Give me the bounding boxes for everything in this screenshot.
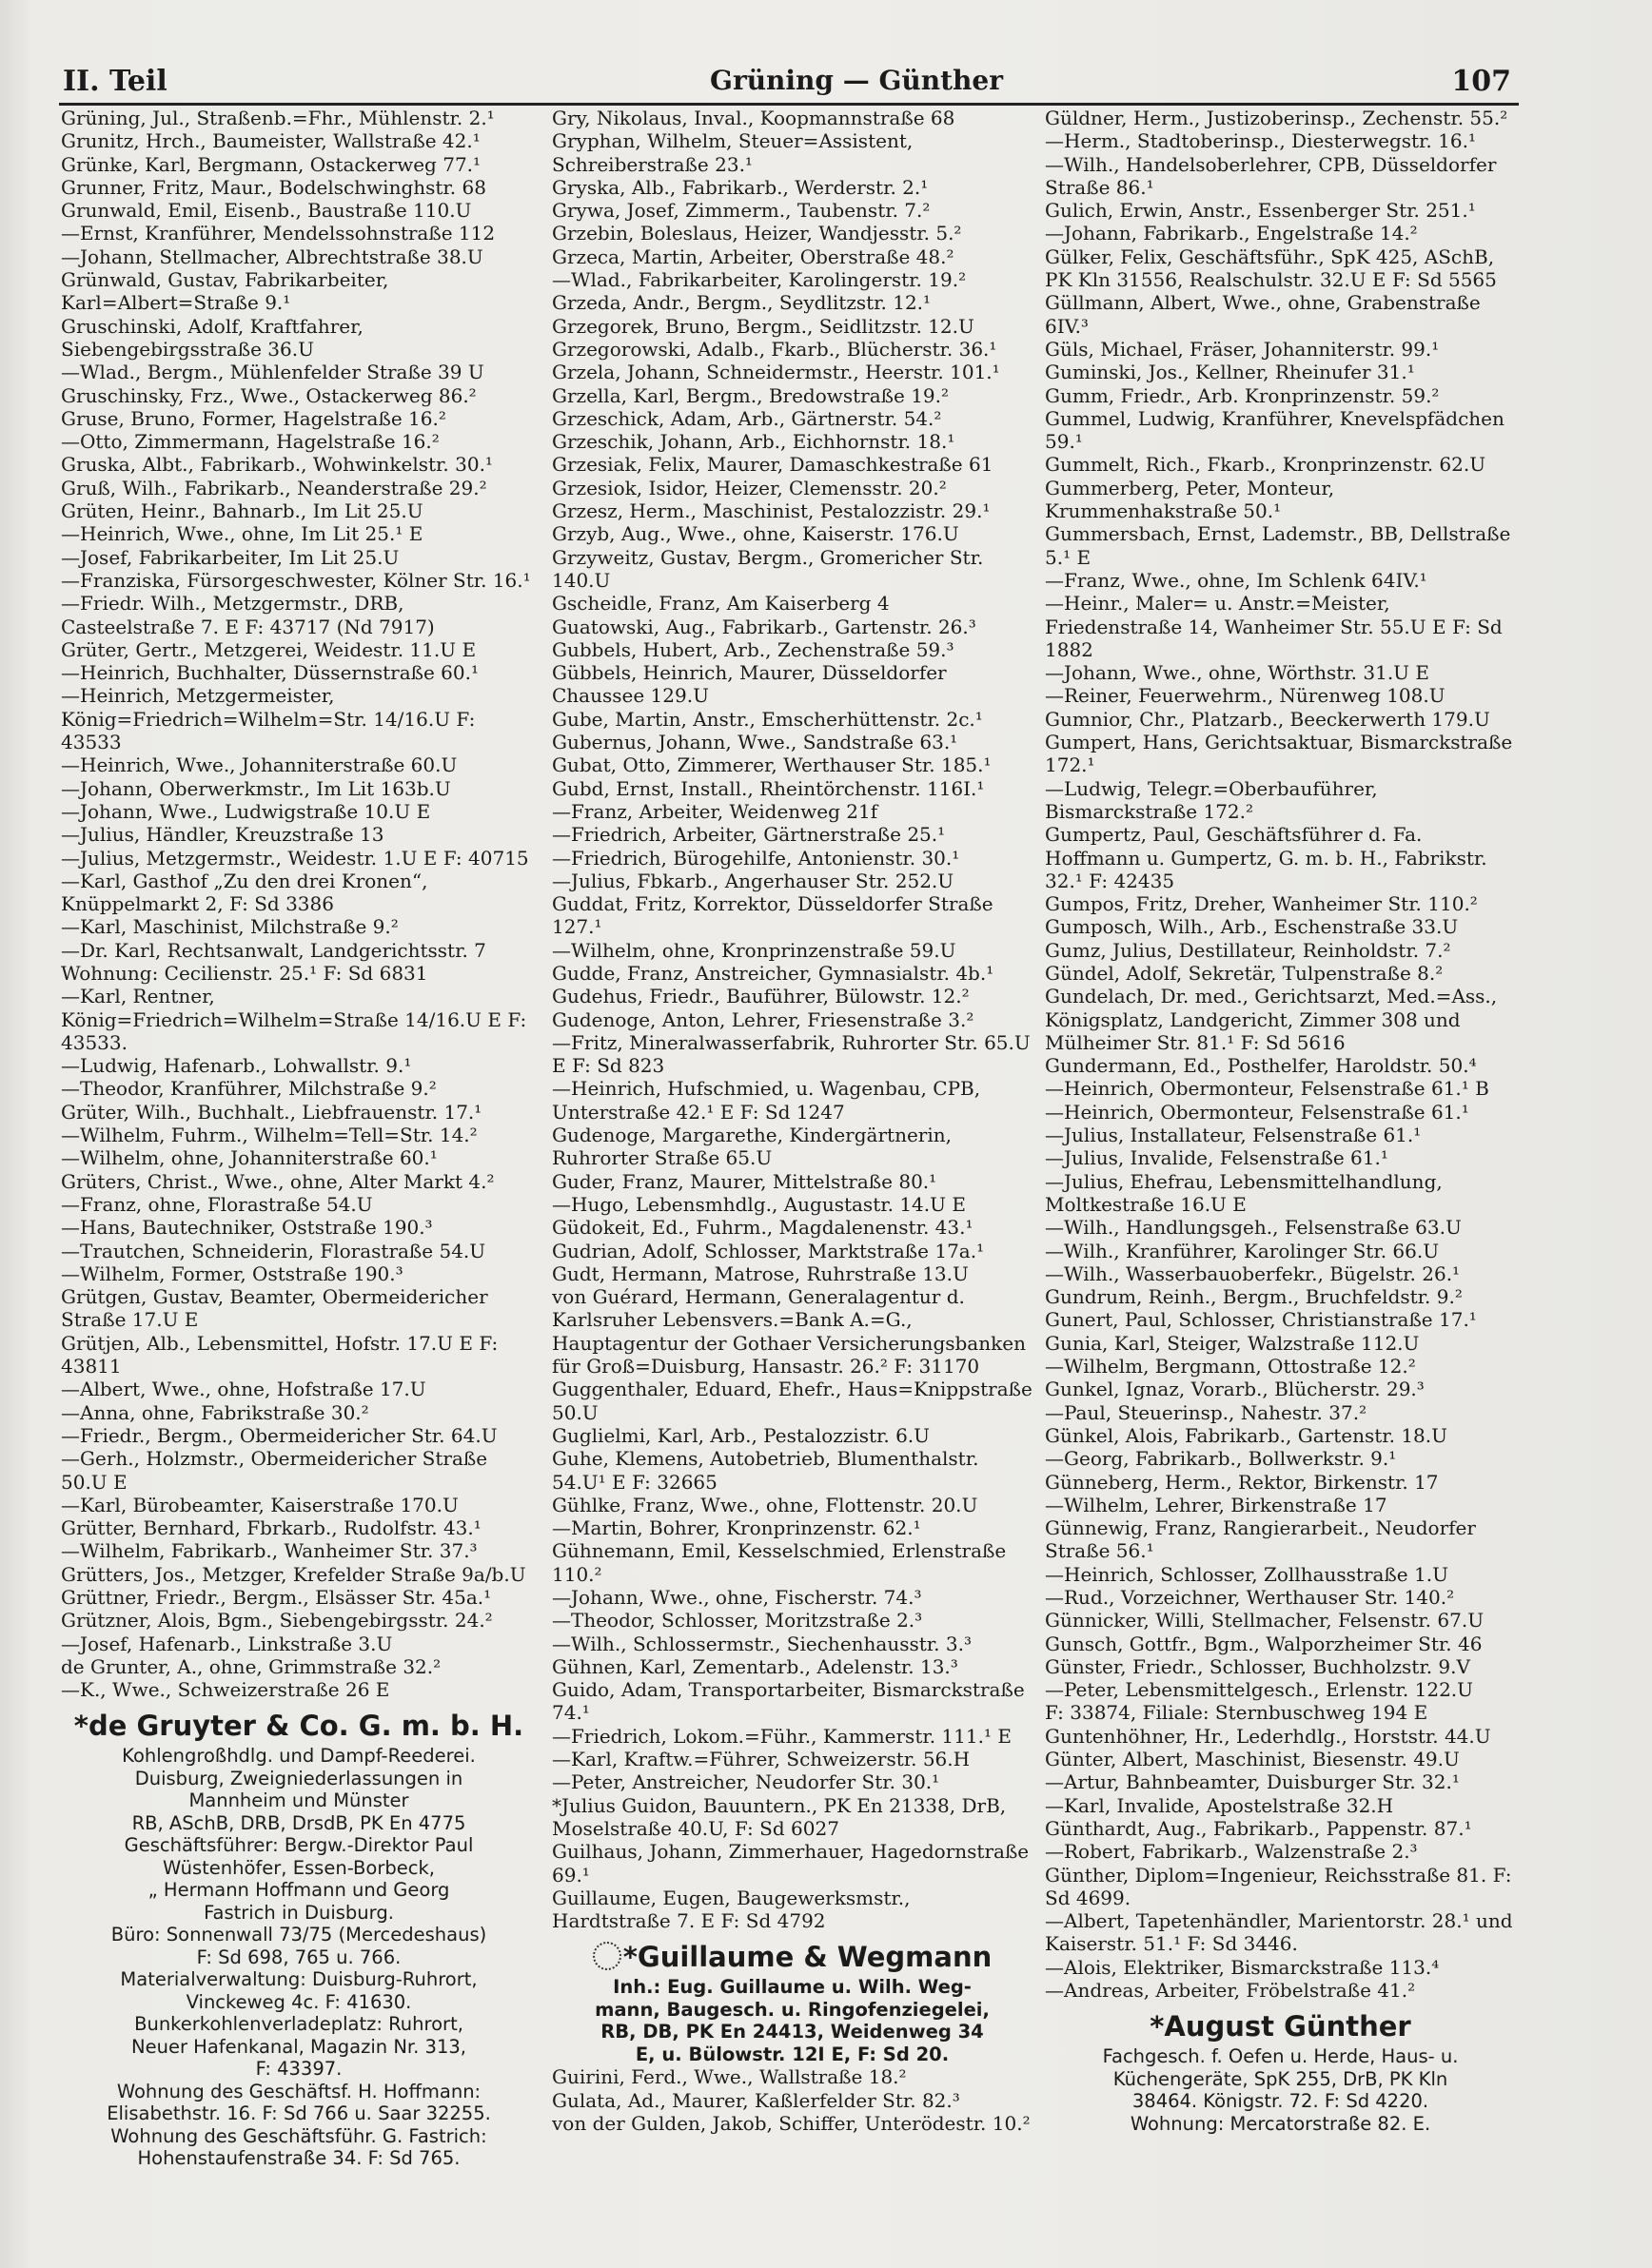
directory-entry: Gühlke, Franz, Wwe., ohne, Flottenstr. 20.U: [552, 1493, 978, 1516]
directory-entry: Gundelach, Dr. med., Gerichtsarzt, Med.=Ass., Königsplatz, Landgericht, Zimmer 308 und Mülheimer Str. 81.¹ F: Sd 5616: [1045, 985, 1498, 1054]
directory-entry: Grunner, Fritz, Maur., Bodelschwinghstr. 68: [61, 175, 486, 199]
directory-entry: Gruse, Bruno, Former, Hagelstraße 16.²: [61, 406, 446, 430]
directory-entry: Guntenhöhner, Hr., Lederhdlg., Horststr. 44.U: [1045, 1724, 1491, 1748]
ad-line: F: 43397.: [255, 2058, 343, 2081]
directory-entry: Grünwald, Gustav, Fabrikarbeiter, Karl=Albert=Straße 9.¹: [61, 268, 389, 315]
directory-entry: Grüning, Jul., Straßenb.=Fhr., Mühlenstr. 2.¹: [61, 107, 495, 129]
directory-entry: —Josef, Fabrikarbeiter, Im Lit 25.U: [61, 545, 400, 569]
directory-entry: —Heinrich, Metzgermeister, König=Friedrich=Wilhelm=Str. 14/16.U F: 43533: [61, 684, 476, 754]
directory-entry: Guggenthaler, Eduard, Ehefr., Haus=Knippstraße 50.U: [552, 1378, 1032, 1424]
directory-entry: Grüttner, Friedr., Bergm., Elsässer Str. 45a.¹: [61, 1586, 492, 1609]
directory-entry: Gummel, Ludwig, Kranführer, Knevelspfädchen 59.¹: [1045, 406, 1504, 454]
seal-icon: [593, 1942, 621, 1970]
directory-entry: —Johann, Fabrikarb., Engelstraße 14.²: [1045, 222, 1418, 245]
directory-entry: Gummelt, Rich., Fkarb., Kronprinzenstr. 62.U: [1045, 453, 1486, 477]
directory-entry: —Karl, Maschinist, Milchstraße 9.²: [61, 915, 399, 939]
directory-entry: Grütgen, Gustav, Beamter, Obermeidericher Straße 17.U E: [61, 1285, 488, 1332]
directory-entry: Guido, Adam, Transportarbeiter, Bismarckstraße 74.¹: [552, 1678, 1025, 1725]
directory-entry: Gummersbach, Ernst, Lademstr., BB, Dellstraße 5.¹ E: [1045, 522, 1511, 569]
directory-entry: —Heinrich, Buchhalter, Düssernstraße 60.¹: [61, 661, 480, 685]
ad-lines: [552, 1976, 1032, 2065]
ad-title: *August Günther: [1150, 2010, 1411, 2043]
directory-entry: —Julius, Händler, Kreuzstraße 13: [61, 823, 384, 847]
directory-entry: —Julius, Ehefrau, Lebensmittelhandlung, Moltkestraße 16.U E: [1045, 1169, 1443, 1216]
directory-entry: —Johann, Oberwerkmstr., Im Lit 163b.U: [61, 776, 451, 800]
column-2: [552, 107, 1032, 2135]
ad-line: Fachgesch. f. Oefen u. Herde, Haus- u.: [1102, 2045, 1459, 2068]
directory-entry: Guillaume, Eugen, Baugewerksmstr., Hardtstraße 7. E F: Sd 4792: [552, 1886, 911, 1933]
directory-entry: —Peter, Lebensmittelgesch., Erlenstr. 122.U: [1045, 1678, 1474, 1702]
ad-line: Wohnung: Mercatorstraße 82. E.: [1130, 2112, 1431, 2135]
directory-entry: Grüters, Christ., Wwe., ohne, Alter Markt 4.²: [61, 1169, 495, 1193]
ad-de-gruyter: [61, 1709, 537, 2170]
directory-entry: Günkel, Alois, Fabrikarb., Gartenstr. 18.U: [1045, 1423, 1447, 1447]
ad-line: Hohenstaufenstraße 34. F: Sd 765.: [137, 2147, 461, 2170]
directory-entry: Gühnen, Karl, Zementarb., Adelenstr. 13.³: [552, 1654, 958, 1678]
directory-entry: Gündel, Adolf, Sekretär, Tulpenstraße 8.²: [1045, 961, 1444, 985]
directory-entry: Grüten, Heinr., Bahnarb., Im Lit 25.U: [61, 499, 423, 523]
directory-entry: Grütjen, Alb., Lebensmittel, Hofstr. 17.U E F: 43811: [61, 1331, 499, 1378]
directory-entry: —Friedrich, Arbeiter, Gärtnerstraße 25.¹: [552, 823, 946, 847]
directory-entry: Gulich, Erwin, Anstr., Essenberger Str. 251.¹: [1045, 199, 1476, 223]
directory-entry: —Herm., Stadtoberinsp., Diesterwegstr. 16.¹: [1045, 129, 1476, 153]
ad-line: Materialverwaltung: Duisburg-Ruhrort,: [120, 1968, 478, 1991]
ad-line: Mannheim und Münster: [188, 1789, 409, 1812]
directory-entry: —Heinr., Maler= u. Anstr.=Meister, Friedenstraße 14, Wanheimer Str. 55.U E F: Sd 1882: [1045, 592, 1503, 661]
directory-entry: —Franz, ohne, Florastraße 54.U: [61, 1192, 373, 1216]
directory-entry: Gumpertz, Paul, Geschäftsführer d. Fa. Hoffmann u. Gumpertz, G. m. b. H., Fabrikstr. 32.¹ F: 42435: [1045, 823, 1487, 892]
directory-entry: von Guérard, Hermann, Generalagentur d. Karlsruher Lebensvers.=Bank A.=G., Hauptagentur der Gothaer Versicherungsbanken für Groß=Duisburg, Hansastr. 26.² F: 31170: [552, 1285, 1026, 1378]
ad-line: Wüstenhöfer, Essen-Borbeck,: [163, 1856, 435, 1879]
directory-entry: Güdokeit, Ed., Fuhrm., Magdalenenstr. 43.¹: [552, 1216, 974, 1240]
directory-entry: Gudehus, Friedr., Bauführer, Bülowstr. 12.²: [552, 985, 970, 1008]
header-rule: [59, 103, 1519, 106]
ad-lines: [1045, 2045, 1516, 2135]
directory-entry: Gube, Martin, Anstr., Emscherhüttenstr. 2c.¹: [552, 707, 983, 731]
ad-line: Inh.: Eug. Guillaume u. Wilh. Weg-: [613, 1976, 972, 1999]
directory-entry: —Franziska, Fürsorgeschwester, Kölner Str. 16.¹: [61, 568, 531, 592]
directory-entry: —Ernst, Kranführer, Mendelssohnstraße 112: [61, 222, 496, 245]
ad-august-guenther: [1045, 2009, 1516, 2135]
ad-line: Büro: Sonnenwall 73/75 (Mercedeshaus): [110, 1924, 487, 1946]
section-label: II. Teil: [63, 65, 167, 98]
directory-entry: —Wilh., Handelsoberlehrer, CPB, Düsseldorfer Straße 86.¹: [1045, 152, 1497, 199]
ad-line: Geschäftsführer: Bergw.-Direktor Paul: [124, 1834, 474, 1857]
column-2-tail-entries: [552, 2065, 1032, 2135]
ad-guillaume-wegmann: [552, 1940, 1032, 2065]
directory-entry: —Wilh., Handlungsgeh., Felsenstraße 63.U: [1045, 1216, 1462, 1240]
directory-entry: von der Gulden, Jakob, Schiffer, Unterödestr. 10.²: [552, 2112, 1031, 2136]
directory-entry: —Trautchen, Schneiderin, Florastraße 54.U: [61, 1239, 486, 1262]
directory-entry: —Wilh., Wasserbauoberfekr., Bügelstr. 26.¹: [1045, 1261, 1461, 1285]
directory-entry: Gumz, Julius, Destillateur, Reinholdstr. 7.²: [1045, 938, 1451, 962]
directory-entry: Grzegorowski, Adalb., Fkarb., Blücherstr. 36.¹: [552, 337, 997, 361]
directory-entry: —Wilh., Kranführer, Karolinger Str. 66.U: [1045, 1239, 1440, 1262]
directory-entry: Grüter, Gertr., Metzgerei, Weidestr. 11.U E: [61, 637, 477, 661]
directory-entry: Grütter, Bernhard, Fbrkarb., Rudolfstr. 43.¹: [61, 1516, 482, 1540]
directory-entry: —Julius, Invalide, Felsenstraße 61.¹: [1045, 1146, 1388, 1170]
ad-line: Duisburg, Zweigniederlassungen in: [134, 1767, 463, 1789]
directory-entry: Günneberg, Herm., Rektor, Birkenstr. 17: [1045, 1470, 1439, 1494]
directory-entry: Guhe, Klemens, Autobetrieb, Blumenthalstr. 54.U¹ E F: 32665: [552, 1447, 979, 1494]
directory-entry: Grzesiak, Felix, Maurer, Damaschkestraße 61: [552, 453, 993, 477]
directory-entry: Gübbels, Heinrich, Maurer, Düsseldorfer Chaussee 129.U: [552, 661, 947, 708]
directory-entry: —Wilh., Schlossermstr., Siechenhausstr. 3.³: [552, 1632, 972, 1655]
ad-line: Wohnung des Geschäftsführ. G. Fastrich:: [110, 2124, 487, 2147]
running-head: Grüning — Günther: [710, 65, 1003, 96]
ad-line: 38464. Königstr. 72. F: Sd 4220.: [1131, 2090, 1429, 2113]
directory-entry: Gubernus, Johann, Wwe., Sandstraße 63.¹: [552, 731, 958, 754]
ad-lines: [61, 1745, 537, 2170]
directory-entry: —Albert, Wwe., ohne, Hofstraße 17.U: [61, 1378, 426, 1401]
directory-entry: —Wilhelm, ohne, Johanniterstraße 60.¹: [61, 1146, 438, 1170]
directory-entry: Gudde, Franz, Anstreicher, Gymnasialstr. 4b.¹: [552, 961, 994, 985]
directory-entry: —Martin, Bohrer, Kronprinzenstr. 62.¹: [552, 1516, 921, 1540]
ad-line: mann, Baugesch. u. Ringofenziegelei,: [595, 1998, 990, 2021]
directory-entry: F: 33874, Filiale: Sternbuschweg 194 E: [1045, 1701, 1428, 1725]
directory-entry: Güldner, Herm., Justizoberinsp., Zechenstr. 55.²: [1045, 107, 1508, 129]
directory-entry: —Julius, Fbkarb., Angerhauser Str. 252.U: [552, 869, 954, 892]
directory-entry: —Otto, Zimmermann, Hagelstraße 16.²: [61, 430, 440, 454]
directory-entry: Guglielmi, Karl, Arb., Pestalozzistr. 6.U: [552, 1423, 931, 1447]
directory-entry: —Johann, Stellmacher, Albrechtstraße 38.U: [61, 244, 483, 268]
directory-entry: —Friedrich, Lokom.=Führ., Kammerstr. 111.¹ E: [552, 1724, 1012, 1748]
directory-entry: Grütters, Jos., Metzger, Krefelder Straße 9a/b.U: [61, 1562, 526, 1586]
ad-line: E, u. Bülowstr. 12I E, F: Sd 20.: [635, 2043, 950, 2065]
directory-entry: —Julius, Metzgermstr., Weidestr. 1.U E F: 40715: [61, 846, 529, 870]
directory-entry: Grunwald, Emil, Eisenb., Baustraße 110.U: [61, 199, 472, 223]
directory-entry: Gumpert, Hans, Gerichtsaktuar, Bismarckstraße 172.¹: [1045, 731, 1513, 777]
directory-entry: —Robert, Fabrikarb., Walzenstraße 2.³: [1045, 1840, 1418, 1864]
directory-entry: Grzeschik, Johann, Arb., Eichhornstr. 18.¹: [552, 430, 955, 454]
directory-entry: Güllmann, Albert, Wwe., ohne, Grabenstraße 6IV.³: [1045, 291, 1481, 338]
directory-entry: Gundermann, Ed., Posthelfer, Haroldstr. 50.⁴: [1045, 1054, 1477, 1078]
directory-entry: —Friedrich, Bürogehilfe, Antonienstr. 30.¹: [552, 846, 960, 870]
directory-entry: Grzeda, Andr., Bergm., Seydlitzstr. 12.¹: [552, 291, 932, 315]
directory-entry: Grzebin, Boleslaus, Heizer, Wandjesstr. 5.²: [552, 222, 962, 245]
directory-entry: Gubd, Ernst, Install., Rheintörchenstr. 116I.¹: [552, 776, 985, 800]
directory-entry: Gry, Nikolaus, Inval., Koopmannstraße 68: [552, 107, 955, 129]
directory-entry: —Ludwig, Hafenarb., Lohwallstr. 9.¹: [61, 1054, 412, 1078]
directory-entry: *Julius Guidon, Bauuntern., PK En 21338, DrB, Moselstraße 40.U, F: Sd 6027: [552, 1793, 1007, 1840]
directory-entry: Gulata, Ad., Maurer, Kaßlerfelder Str. 82.³: [552, 2088, 960, 2112]
ad-line: Wohnung des Geschäftsf. H. Hoffmann:: [116, 2080, 482, 2102]
ad-title: *de Gruyter & Co. G. m. b. H.: [73, 1710, 524, 1743]
directory-entry: Gunert, Paul, Schlosser, Christianstraße 17.¹: [1045, 1308, 1477, 1332]
directory-entry: —Albert, Tapetenhändler, Marientorstr. 28.¹ und Kaiserstr. 51.¹ F: Sd 3446.: [1045, 1909, 1513, 1956]
ad-line: Neuer Hafenkanal, Magazin Nr. 313,: [131, 2035, 466, 2058]
directory-entry: —Franz, Wwe., ohne, Im Schlenk 64IV.¹: [1045, 568, 1427, 592]
directory-entry: —Karl, Gasthof „Zu den drei Kronen“, Knüppelmarkt 2, F: Sd 3386: [61, 869, 428, 916]
directory-entry: Gunkel, Ignaz, Vorarb., Blücherstr. 29.³: [1045, 1378, 1425, 1401]
directory-entry: —Wilhelm, ohne, Kronprinzenstraße 59.U: [552, 938, 956, 962]
ad-line: Küchengeräte, SpK 255, DrB, PK Kln: [1112, 2067, 1448, 2090]
directory-entry: Grzella, Karl, Bergm., Bredowstraße 19.²: [552, 383, 950, 407]
directory-entry: —Heinrich, Wwe., Johanniterstraße 60.U: [61, 753, 458, 777]
directory-entry: —Fritz, Mineralwasserfabrik, Ruhrorter Str. 65.U E F: Sd 823: [552, 1030, 1031, 1078]
directory-entry: Guatowski, Aug., Fabrikarb., Gartenstr. 26.³: [552, 615, 976, 638]
directory-entry: Gumm, Friedr., Arb. Kronprinzenstr. 59.²: [1045, 383, 1440, 407]
directory-entry: Grzyb, Aug., Wwe., ohne, Kaiserstr. 176.U: [552, 522, 959, 546]
directory-entry: Grünke, Karl, Bergmann, Ostackerweg 77.¹: [61, 152, 482, 176]
directory-entry: Günnewig, Franz, Rangierarbeit., Neudorfer Straße 56.¹: [1045, 1516, 1476, 1563]
directory-entry: Günthardt, Aug., Fabrikarb., Pappenstr. 87.¹: [1045, 1816, 1472, 1840]
directory-entry: —Heinrich, Hufschmied, u. Wagenbau, CPB, Unterstraße 42.¹ E F: Sd 1247: [552, 1077, 981, 1124]
column-1-entries: [61, 107, 537, 1701]
directory-entry: —Anna, ohne, Fabrikstraße 30.²: [61, 1400, 369, 1424]
directory-entry: Güls, Michael, Fräser, Johanniterstr. 99.¹: [1045, 337, 1440, 361]
directory-entry: —Gerh., Holzmstr., Obermeidericher Straße 50.U E: [61, 1447, 488, 1494]
directory-entry: Gudenoge, Anton, Lehrer, Friesenstraße 3.²: [552, 1007, 974, 1031]
directory-entry: —Franz, Arbeiter, Weidenweg 21f: [552, 799, 878, 823]
directory-entry: Gundrum, Reinh., Bergm., Bruchfeldstr. 9.²: [1045, 1285, 1463, 1309]
column-2-entries: [552, 107, 1032, 1932]
directory-entry: Gunsch, Gottfr., Bgm., Walporzheimer Str. 46: [1045, 1632, 1483, 1655]
directory-entry: Gumnior, Chr., Platzarb., Beeckerwerth 179.U: [1045, 707, 1490, 731]
directory-entry: Grüter, Wilh., Buchhalt., Liebfrauenstr. 17.¹: [61, 1100, 482, 1124]
directory-entry: —Heinrich, Wwe., ohne, Im Lit 25.¹ E: [61, 522, 423, 546]
directory-entry: Guder, Franz, Maurer, Mittelstraße 80.¹: [552, 1169, 937, 1193]
directory-entry: —Wilhelm, Former, Oststraße 190.³: [61, 1261, 403, 1285]
directory-entry: Gumpos, Fritz, Dreher, Wanheimer Str. 110.²: [1045, 892, 1478, 916]
directory-entry: —Heinrich, Schlosser, Zollhausstraße 1.U: [1045, 1562, 1448, 1586]
directory-entry: Guilhaus, Johann, Zimmerhauer, Hagedornstraße 69.¹: [552, 1840, 1030, 1887]
directory-entry: —Rud., Vorzeichner, Werthauser Str. 140.²: [1045, 1586, 1455, 1609]
column-3-entries: [1045, 107, 1516, 2002]
directory-entry: Grzyweitz, Gustav, Bergm., Gromericher Str. 140.U: [552, 545, 984, 592]
directory-entry: Gummerberg, Peter, Monteur, Krummenhakstraße 50.¹: [1045, 476, 1335, 523]
column-1: [61, 107, 537, 2170]
directory-entry: Gruschinsky, Frz., Wwe., Ostackerweg 86.²: [61, 383, 477, 407]
directory-entry: —Hans, Bautechniker, Oststraße 190.³: [61, 1216, 433, 1240]
directory-entry: —Johann, Wwe., Ludwigstraße 10.U E: [61, 799, 431, 823]
directory-entry: —Paul, Steuerinsp., Nahestr. 37.²: [1045, 1400, 1367, 1424]
directory-entry: —Wilhelm, Fuhrm., Wilhelm=Tell=Str. 14.²: [61, 1124, 478, 1147]
directory-entry: Grützner, Alois, Bgm., Siebengebirgsstr. 24.²: [61, 1609, 493, 1633]
directory-entry: —Wilhelm, Lehrer, Birkenstraße 17: [1045, 1493, 1387, 1516]
directory-entry: —Reiner, Feuerwehrm., Nürenweg 108.U: [1045, 684, 1446, 708]
directory-entry: —Artur, Bahnbeamter, Duisburger Str. 32.¹: [1045, 1770, 1460, 1794]
directory-entry: Grzeschick, Adam, Arb., Gärtnerstr. 54.²: [552, 406, 942, 430]
directory-entry: Gubat, Otto, Zimmerer, Werthauser Str. 185.¹: [552, 753, 992, 777]
ad-line: Fastrich in Duisburg.: [204, 1901, 394, 1924]
directory-entry: —Karl, Kraftw.=Führer, Schweizerstr. 56.H: [552, 1748, 971, 1771]
ad-line: Kohlengroßhdlg. und Dampf-Reederei.: [122, 1745, 476, 1768]
directory-entry: —Hugo, Lebensmhdlg., Augustastr. 14.U E: [552, 1192, 966, 1216]
directory-entry: Günster, Friedr., Schlosser, Buchholzstr. 9.V: [1045, 1654, 1470, 1678]
column-3: [1045, 107, 1516, 2135]
ad-line: Bunkerkohlenverladeplatz: Ruhrort,: [134, 2013, 463, 2036]
directory-entry: —Karl, Rentner, König=Friedrich=Wilhelm=Straße 14/16.U E F: 43533.: [61, 985, 527, 1054]
directory-entry: —Theodor, Kranführer, Milchstraße 9.²: [61, 1077, 437, 1101]
ad-line: Vinckeweg 4c. F: 41630.: [186, 1990, 412, 2013]
ad-title: *Guillaume & Wegmann: [552, 1940, 1032, 1974]
directory-entry: Gühnemann, Emil, Kesselschmied, Erlenstraße 110.²: [552, 1539, 1007, 1586]
directory-entry: Grzesz, Herm., Maschinist, Pestalozzistr. 29.¹: [552, 499, 991, 523]
directory-entry: —Peter, Anstreicher, Neudorfer Str. 30.¹: [552, 1770, 940, 1794]
directory-entry: —Heinrich, Obermonteur, Felsenstraße 61.¹: [1045, 1100, 1469, 1124]
directory-entry: Grzeca, Martin, Arbeiter, Oberstraße 48.²: [552, 244, 954, 268]
directory-entry: —Wilhelm, Bergmann, Ottostraße 12.²: [1045, 1355, 1416, 1378]
directory-entry: Gudrian, Adolf, Schlosser, Marktstraße 17a.¹: [552, 1239, 985, 1262]
directory-entry: Grzela, Johann, Schneidermstr., Heerstr. 101.¹: [552, 361, 1000, 384]
directory-entry: —Andreas, Arbeiter, Fröbelstraße 41.²: [1045, 1979, 1416, 2003]
directory-entry: —Johann, Wwe., ohne, Fischerstr. 74.³: [552, 1586, 922, 1609]
directory-entry: —Friedr., Bergm., Obermeidericher Str. 64.U: [61, 1423, 498, 1447]
directory-entry: Grywa, Josef, Zimmerm., Taubenstr. 7.²: [552, 199, 931, 223]
directory-entry: —Wlad., Fabrikarbeiter, Karolingerstr. 19.²: [552, 268, 967, 292]
directory-entry: Guirini, Ferd., Wwe., Wallstraße 18.²: [552, 2065, 907, 2089]
directory-entry: —Karl, Invalide, Apostelstraße 32.H: [1045, 1793, 1394, 1817]
directory-entry: Gryska, Alb., Fabrikarb., Werderstr. 2.¹: [552, 175, 929, 199]
ad-line: RB, ASchB, DRB, DrsdB, PK En 4775: [131, 1811, 466, 1834]
directory-entry: Gruschinski, Adolf, Kraftfahrer, Siebengebirgsstraße 36.U: [61, 314, 364, 361]
directory-entry: de Grunter, A., ohne, Grimmstraße 32.²: [61, 1654, 442, 1678]
directory-entry: —Ludwig, Telegr.=Oberbauführer, Bismarckstraße 172.²: [1045, 776, 1378, 823]
directory-entry: Grunitz, Hrch., Baumeister, Wallstraße 42.¹: [61, 129, 481, 153]
directory-entry: —Wlad., Bergm., Mühlenfelder Straße 39 U: [61, 361, 484, 384]
directory-entry: Gülker, Felix, Geschäftsführ., SpK 425, ASchB, PK Kln 31556, Realschulstr. 32.U E F: Sd 5565: [1045, 244, 1497, 292]
ad-line: F: Sd 698, 765 u. 766.: [196, 1945, 402, 1968]
directory-entry: —Heinrich, Obermonteur, Felsenstraße 61.¹ B: [1045, 1077, 1489, 1101]
ad-line: RB, DB, PK En 24413, Weidenweg 34: [600, 2021, 984, 2043]
directory-entry: —Georg, Fabrikarb., Bollwerkstr. 9.¹: [1045, 1447, 1397, 1471]
page-number: 107: [1451, 65, 1511, 98]
ad-line: „ Hermann Hoffmann und Georg: [148, 1879, 450, 1902]
directory-entry: —Julius, Installateur, Felsenstraße 61.¹: [1045, 1124, 1422, 1147]
directory-entry: Gruß, Wilh., Fabrikarb., Neanderstraße 29.²: [61, 476, 487, 499]
directory-entry: —Johann, Wwe., ohne, Wörthstr. 31.U E: [1045, 661, 1429, 685]
directory-entry: —Alois, Elektriker, Bismarckstraße 113.⁴: [1045, 1955, 1440, 1979]
directory-entry: —K., Wwe., Schweizerstraße 26 E: [61, 1678, 390, 1702]
directory-entry: —Dr. Karl, Rechtsanwalt, Landgerichtsstr. 7 Wohnung: Cecilienstr. 25.¹ F: Sd 6831: [61, 938, 486, 985]
directory-entry: —Wilhelm, Fabrikarb., Wanheimer Str. 37.³: [61, 1539, 478, 1563]
directory-entry: Günter, Albert, Maschinist, Biesenstr. 49.U: [1045, 1748, 1460, 1771]
directory-entry: Gscheidle, Franz, Am Kaiserberg 4: [552, 592, 890, 616]
directory-entry: Grzegorek, Bruno, Bergm., Seidlitzstr. 12.U: [552, 314, 974, 338]
directory-entry: Gudenoge, Margarethe, Kindergärtnerin, Ruhrorter Straße 65.U: [552, 1124, 952, 1170]
directory-entry: —Theodor, Schlosser, Moritzstraße 2.³: [552, 1609, 923, 1633]
directory-entry: Gubbels, Hubert, Arb., Zechenstraße 59.³: [552, 637, 954, 661]
ad-line: Elisabethstr. 16. F: Sd 766 u. Saar 32255.: [107, 2102, 491, 2125]
directory-entry: Guddat, Fritz, Korrektor, Düsseldorfer Straße 127.¹: [552, 892, 993, 939]
directory-entry: —Karl, Bürobeamter, Kaiserstraße 170.U: [61, 1493, 459, 1516]
directory-entry: Gumposch, Wilh., Arb., Eschenstraße 33.U: [1045, 915, 1459, 939]
directory-entry: Gryphan, Wilhelm, Steuer=Assistent, Schreiberstraße 23.¹: [552, 129, 914, 176]
directory-entry: —Josef, Hafenarb., Linkstraße 3.U: [61, 1632, 393, 1655]
directory-entry: Grzesiok, Isidor, Heizer, Clemensstr. 20.²: [552, 476, 947, 499]
directory-entry: Gruska, Albt., Fabrikarb., Wohwinkelstr. 30.¹: [61, 453, 493, 477]
directory-entry: —Friedr. Wilh., Metzgermstr., DRB, Casteelstraße 7. E F: 43717 (Nd 7917): [61, 592, 435, 638]
directory-entry: Günnicker, Willi, Stellmacher, Felsenstr. 67.U: [1045, 1609, 1485, 1633]
directory-entry: Günther, Diplom=Ingenieur, Reichsstraße 81. F: Sd 4699.: [1045, 1863, 1512, 1909]
directory-entry: Gudt, Hermann, Matrose, Ruhrstraße 13.U: [552, 1261, 969, 1285]
directory-entry: Guminski, Jos., Kellner, Rheinufer 31.¹: [1045, 361, 1415, 384]
directory-entry: Gunia, Karl, Steiger, Walzstraße 112.U: [1045, 1331, 1420, 1355]
